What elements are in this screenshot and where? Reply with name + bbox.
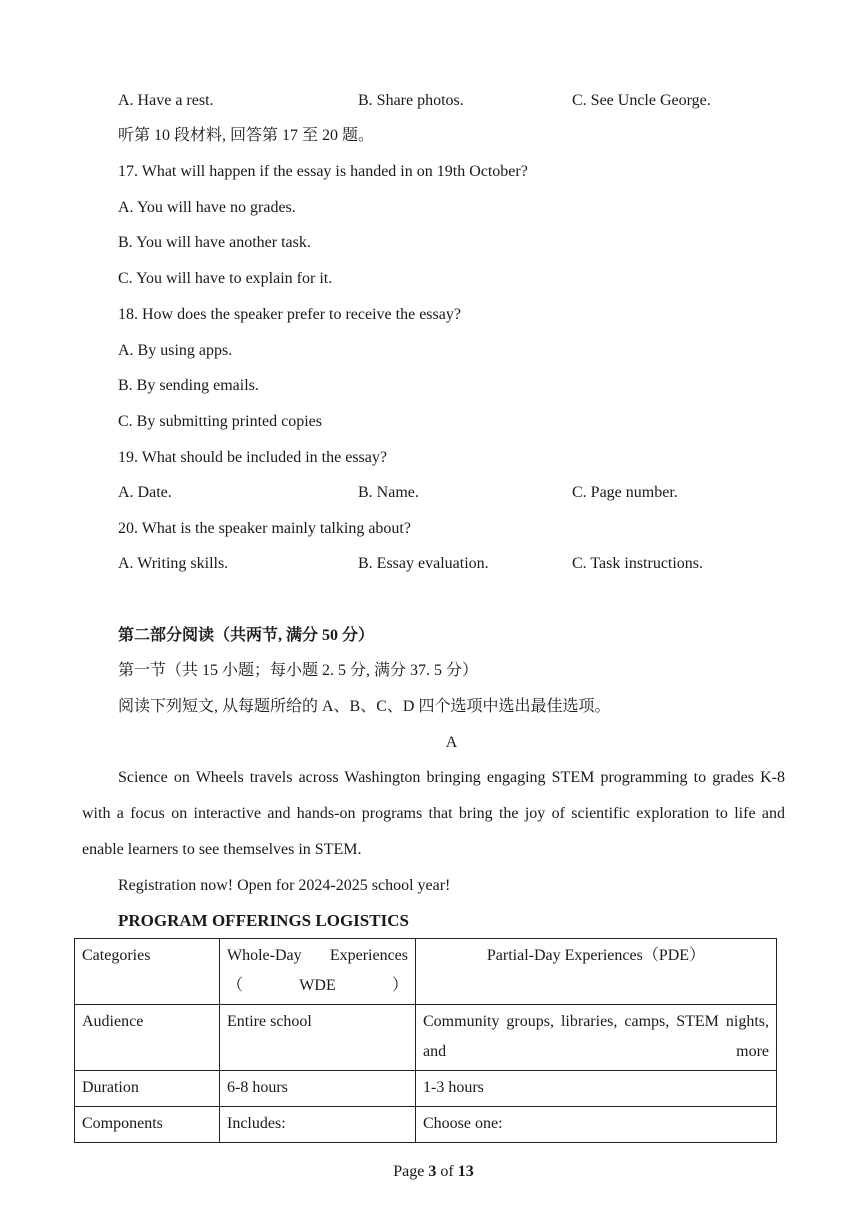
table-title: PROGRAM OFFERINGS LOGISTICS (118, 911, 409, 930)
table-header-row (75, 939, 777, 1005)
q19-option-c: C. Page number. (572, 484, 678, 501)
footer-page-total: 13 (457, 1163, 474, 1180)
passage-paragraph-1: Science on Wheels travels across Washington bringing engaging STEM programming to grades K-8 with a focus on interactive and hands-on programs that bring the joy of scientific exploration to life and enable learners to see themselves in STEM. (82, 769, 785, 858)
q17-option-c: C. You will have to explain for it. (118, 270, 333, 287)
row-label-components: Components (75, 1107, 220, 1143)
q16-option-b: B. Share photos. (358, 92, 464, 109)
q16-option-a: A. Have a rest. (118, 92, 214, 109)
row-label-audience: Audience (75, 1005, 220, 1071)
duration-wde: 6-8 hours (220, 1071, 416, 1107)
section10-intro: 听第 10 段材料, 回答第 17 至 20 题。 (118, 127, 375, 144)
q19-question: 19. What should be included in the essay? (118, 449, 387, 466)
header-pde: Partial-Day Experiences（PDE） (416, 939, 777, 1005)
header-wde: Whole-Day Experiences（WDE） (220, 939, 416, 1005)
q17-question: 17. What will happen if the essay is handed in on 19th October? (118, 163, 528, 180)
q20-question: 20. What is the speaker mainly talking about? (118, 520, 411, 537)
passage-paragraph-2: Registration now! Open for 2024-2025 school year! (118, 877, 451, 894)
passage-letter: A (445, 734, 458, 751)
q20-option-b: B. Essay evaluation. (358, 555, 489, 572)
q18-option-c: C. By submitting printed copies (118, 413, 322, 430)
q19-option-b: B. Name. (358, 484, 419, 501)
table-row (75, 1005, 777, 1071)
components-wde: Includes: (220, 1107, 416, 1143)
q19-option-a: A. Date. (118, 484, 172, 501)
table-row (75, 1071, 777, 1107)
q20-option-c: C. Task instructions. (572, 555, 704, 572)
q18-option-b: B. By sending emails. (118, 377, 259, 394)
program-logistics-table (74, 938, 777, 1143)
reading-instruction: 阅读下列短文, 从每题所给的 A、B、C、D 四个选项中选出最佳选项。 (118, 698, 611, 715)
part2-heading: 第二部分阅读（共两节, 满分 50 分） (118, 627, 375, 644)
section1-info: 第一节（共 15 小题；每小题 2. 5 分, 满分 37. 5 分） (118, 662, 479, 679)
q17-option-b: B. You will have another task. (118, 234, 311, 251)
audience-wde: Entire school (220, 1005, 416, 1071)
footer-page-number: 3 (428, 1163, 437, 1180)
q18-question: 18. How does the speaker prefer to receive the essay? (118, 306, 461, 323)
header-categories: Categories (75, 939, 220, 1005)
footer-middle: of (436, 1163, 458, 1180)
footer-prefix: Page (393, 1163, 429, 1180)
duration-pde: 1-3 hours (416, 1071, 777, 1107)
q20-option-a: A. Writing skills. (118, 555, 229, 572)
q17-option-a: A. You will have no grades. (118, 199, 296, 216)
components-pde: Choose one: (416, 1107, 777, 1143)
page-footer (0, 1162, 867, 1182)
row-label-duration: Duration (75, 1071, 220, 1107)
table-row (75, 1107, 777, 1143)
q16-option-c: C. See Uncle George. (572, 92, 711, 109)
q18-option-a: A. By using apps. (118, 342, 233, 359)
audience-pde: Community groups, libraries, camps, STEM nights, and more (416, 1005, 777, 1071)
